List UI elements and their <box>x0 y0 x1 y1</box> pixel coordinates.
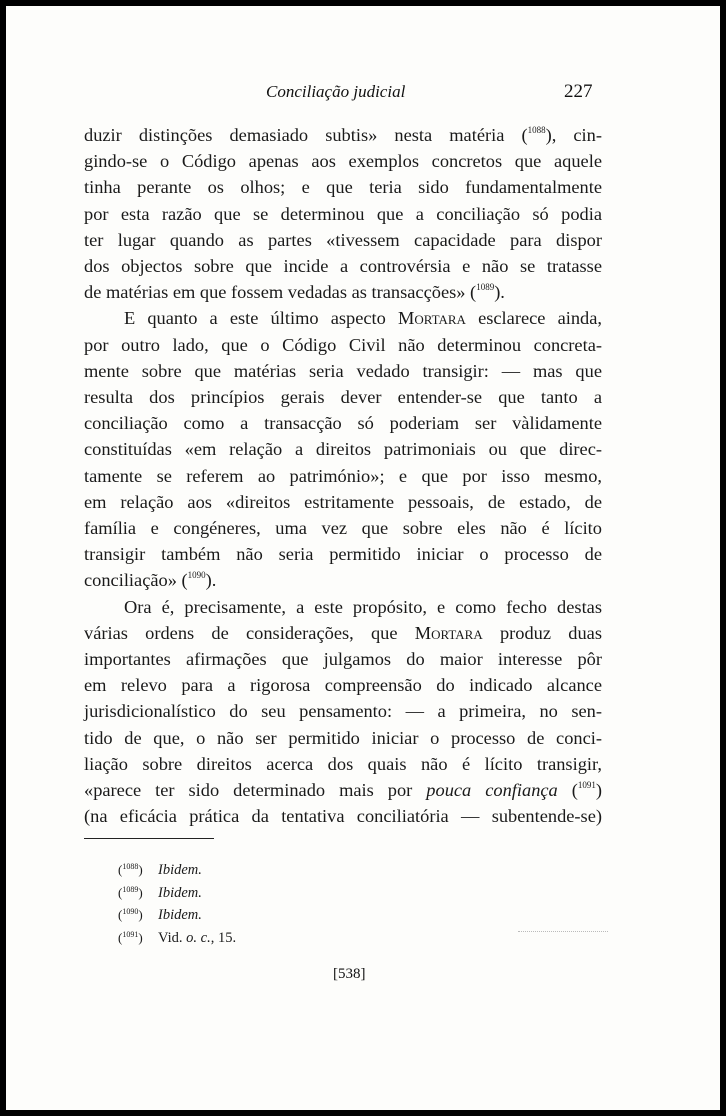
footnote-number: 1090 <box>122 907 139 916</box>
text-line: resulta dos princípios gerais dever entender-se que tanto a <box>84 387 602 408</box>
footnotes <box>118 859 236 949</box>
footnote: ($^{1090}$) Ibidem. <box>118 907 202 923</box>
text-line: conciliação como a transacção só poderiam ser vàlidamente <box>84 413 602 434</box>
footnote-number: 1089 <box>122 884 139 894</box>
running-head <box>6 82 720 106</box>
text-line: constituídas «em relação a direitos patrimoniais ou que direc- <box>84 439 602 460</box>
text-line: duzir distinções demasiado subtis» nesta matéria ($^{1088}$), cin- <box>84 125 602 145</box>
text-line: mente sobre que matérias seria vedado transigir: — mas que <box>84 360 602 381</box>
text-line: em relação aos «direitos estritamente pessoais, de estado, de <box>84 491 602 512</box>
archive-page-number: [538] <box>333 966 366 982</box>
text-line: de matérias em que fossem vedadas as transacções» ($^{1089}$). <box>84 282 505 303</box>
page-number: 227 <box>564 81 593 102</box>
footnote-number: 1088 <box>122 862 139 871</box>
author-name: Mortara <box>397 308 466 329</box>
footnote-ref[interactable]: 1088 <box>527 125 546 135</box>
book-page <box>6 6 720 1110</box>
text-line: «parece ter sido determinado mais por pouca confiança ($^{1091}$) <box>84 780 602 801</box>
footnote-divider <box>84 838 214 839</box>
text-line: tinha perante os olhos; e que teria sido fundamentalmente <box>84 177 602 198</box>
text-line: conciliação» ($^{1090}$). <box>84 570 217 591</box>
text-line: família e congéneres, uma vez que sobre eles não é lícito <box>84 518 602 539</box>
text-line: E quanto a este último aspecto Mortara esclarece ainda, <box>124 308 602 329</box>
text-line: várias ordens de considerações, que Mortara produz duas <box>84 622 602 643</box>
footnote-number: 1091 <box>122 929 139 939</box>
text-line: Ora é, precisamente, a este propósito, e como fecho destas <box>124 596 602 617</box>
running-title: Conciliação judicial <box>266 82 406 101</box>
text-line: tido de que, o não ser permitido iniciar o processo de conci- <box>84 727 602 748</box>
author-name: Mortara <box>414 622 483 643</box>
footnote-ref[interactable]: 1089 <box>476 282 495 293</box>
text-line: gindo-se o Código apenas aos exemplos concretos que aquele <box>84 151 602 172</box>
text-line: liação sobre direitos acerca dos quais não é lícito transigir, <box>84 753 602 774</box>
text-line: jurisdicionalístico do seu pensamento: — a primeira, no sen- <box>84 701 602 722</box>
footnote: ($^{1091}$) Vid. o. c., 15. <box>118 929 237 946</box>
footnote-ref[interactable]: 1091 <box>577 780 596 791</box>
text-line: por esta razão que se determinou que a conciliação só podia <box>84 203 602 224</box>
text-line: tamente se referem ao património»; e que por isso mesmo, <box>84 465 602 486</box>
text-line: ter lugar quando as partes «tivessem capacidade para dispor <box>84 229 602 250</box>
text-line: por outro lado, que o Código Civil não determinou concreta- <box>84 334 602 355</box>
footnote-ref[interactable]: 1090 <box>187 570 206 581</box>
text-line: dos objectos sobre que incide a controvérsia e não se tratasse <box>84 256 602 277</box>
footnote: ($^{1089}$) Ibidem. <box>118 884 202 901</box>
footnote: ($^{1088}$) Ibidem. <box>118 862 202 878</box>
text-line: importantes afirmações que julgamos do maior interesse pôr <box>84 649 602 670</box>
scan-artifact <box>518 931 608 952</box>
body-text <box>84 122 602 829</box>
text-line: transigir também não seria permitido iniciar o processo de <box>84 544 602 565</box>
text-line: em relevo para a rigorosa compreensão do indicado alcance <box>84 675 602 696</box>
text-line: (na eficácia prática da tentativa conciliatória — subentende-se) <box>84 806 602 827</box>
